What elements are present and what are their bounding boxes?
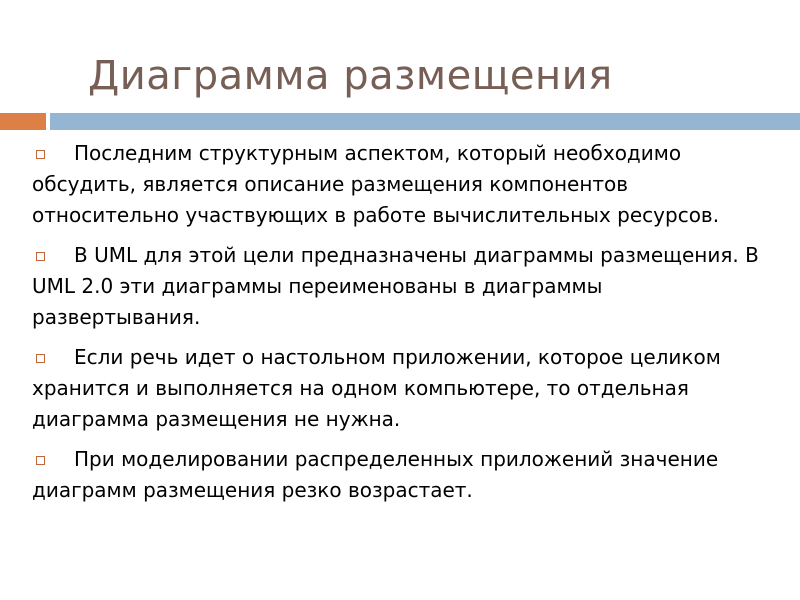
square-outline-icon [36,150,45,159]
bullet-item [32,444,772,506]
accent-bar-blue [50,113,800,130]
square-outline-icon [36,456,45,465]
bullet-item [32,240,772,333]
bullet-text: Последним структурным аспектом, который необходимо обсудить, является описание размещения компонентов относительно участвующих в работе вычислительных ресурсов. [32,141,720,227]
bullet-text: Если речь идет о настольном приложении, которое целиком хранится и выполняется на одном компьютере, то отдельная диаграмма размещения не нужна. [32,345,721,431]
bullet-list [32,138,772,515]
bullet-text: В UML для этой цели предназначены диаграммы размещения. В UML 2.0 эти диаграммы переименованы в диаграммы развертывания. [32,243,759,329]
bullet-text: При моделировании распределенных приложений значение диаграмм размещения резко возрастает. [32,447,719,502]
bullet-item [32,138,772,231]
title-accent-bar [0,113,800,130]
square-outline-icon [36,354,45,363]
accent-bar-orange [0,113,46,130]
slide-title: Диаграмма размещения [88,53,613,99]
bullet-item [32,342,772,435]
square-outline-icon [36,252,45,261]
